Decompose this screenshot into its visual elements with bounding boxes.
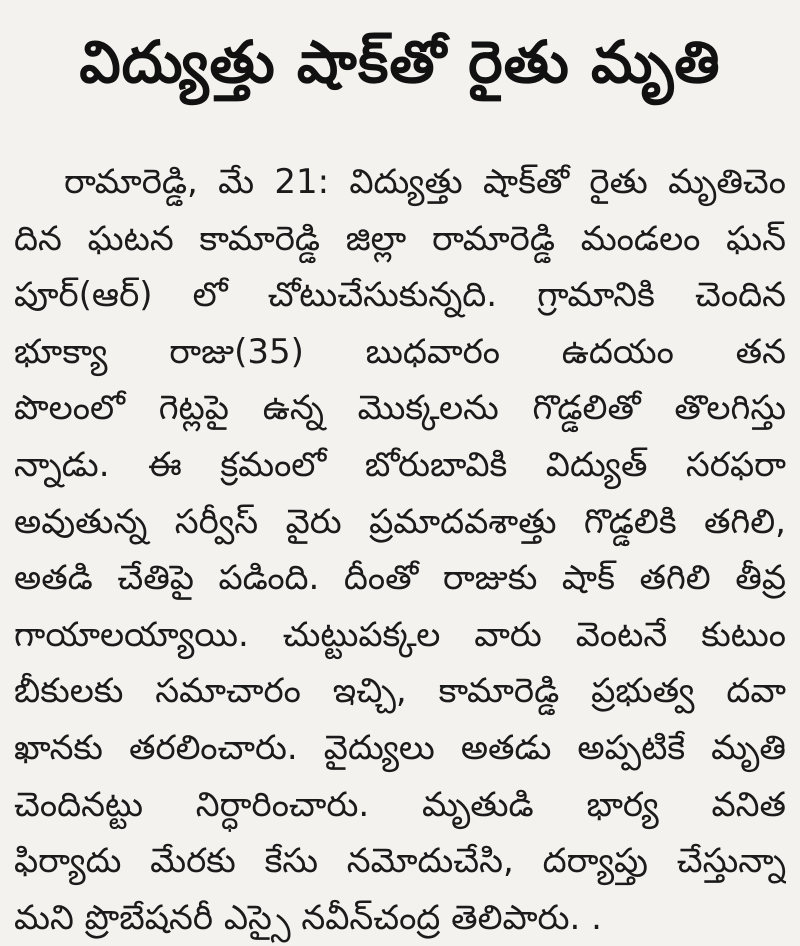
body-line: మని ప్రొబేషనరీ ఎస్సై నవీన్‌చంద్ర తెలిపారు. . — [14, 897, 602, 938]
body-line: ఖానకు తరలించారు. వైద్యులు అతడు అప్పటికే మృతి — [14, 727, 786, 768]
body-line: బీకులకు సమాచారం ఇచ్చి, కామారెడ్డి ప్రభుత్వ దవా — [14, 671, 786, 712]
body-line: రామారెడ్డి, మే 21: విద్యుత్తు షాక్‌తో రైతు మృతిచెం — [64, 162, 786, 202]
body-line: భూక్యా రాజు(35) బుధవారం ఉదయం తన — [14, 331, 786, 372]
body-line: దిన ఘటన కామారెడ్డి జిల్లా రామారెడ్డి మండలం ఘన్ — [14, 218, 786, 259]
article-headline: విద్యుత్తు షాక్‌తో రైతు మృతి — [79, 28, 721, 96]
body-line: న్నాడు. ఈ క్రమంలో బోరుబావికి విద్యుత్ సరఫరా — [14, 444, 786, 485]
body-line: గాయాలయ్యాయి. చుట్టుపక్కల వారు వెంటనే కుటుం — [14, 614, 786, 655]
body-line: పొలంలో గెట్లపై ఉన్న మొక్కలను గొడ్డలితో తొలగిస్తు — [14, 388, 786, 429]
body-line: పూర్(ఆర్) లో చోటుచేసుకున్నది. గ్రామానికి చెందిన — [14, 275, 786, 316]
body-line: ఫిర్యాదు మేరకు కేసు నమోదుచేసి, దర్యాప్తు చేస్తున్నా — [14, 841, 786, 882]
article-body — [14, 154, 786, 946]
body-line: చెందినట్టు నిర్ధారించారు. మృతుడి భార్య వనిత — [14, 784, 786, 825]
body-line: అతడి చేతిపై పడింది. దీంతో రాజుకు షాక్ తగిలి తీవ్ర — [14, 558, 786, 599]
body-line: అవుతున్న సర్వీస్ వైరు ప్రమాదవశాత్తు గొడ్డలికి తగిలి, — [14, 501, 786, 542]
